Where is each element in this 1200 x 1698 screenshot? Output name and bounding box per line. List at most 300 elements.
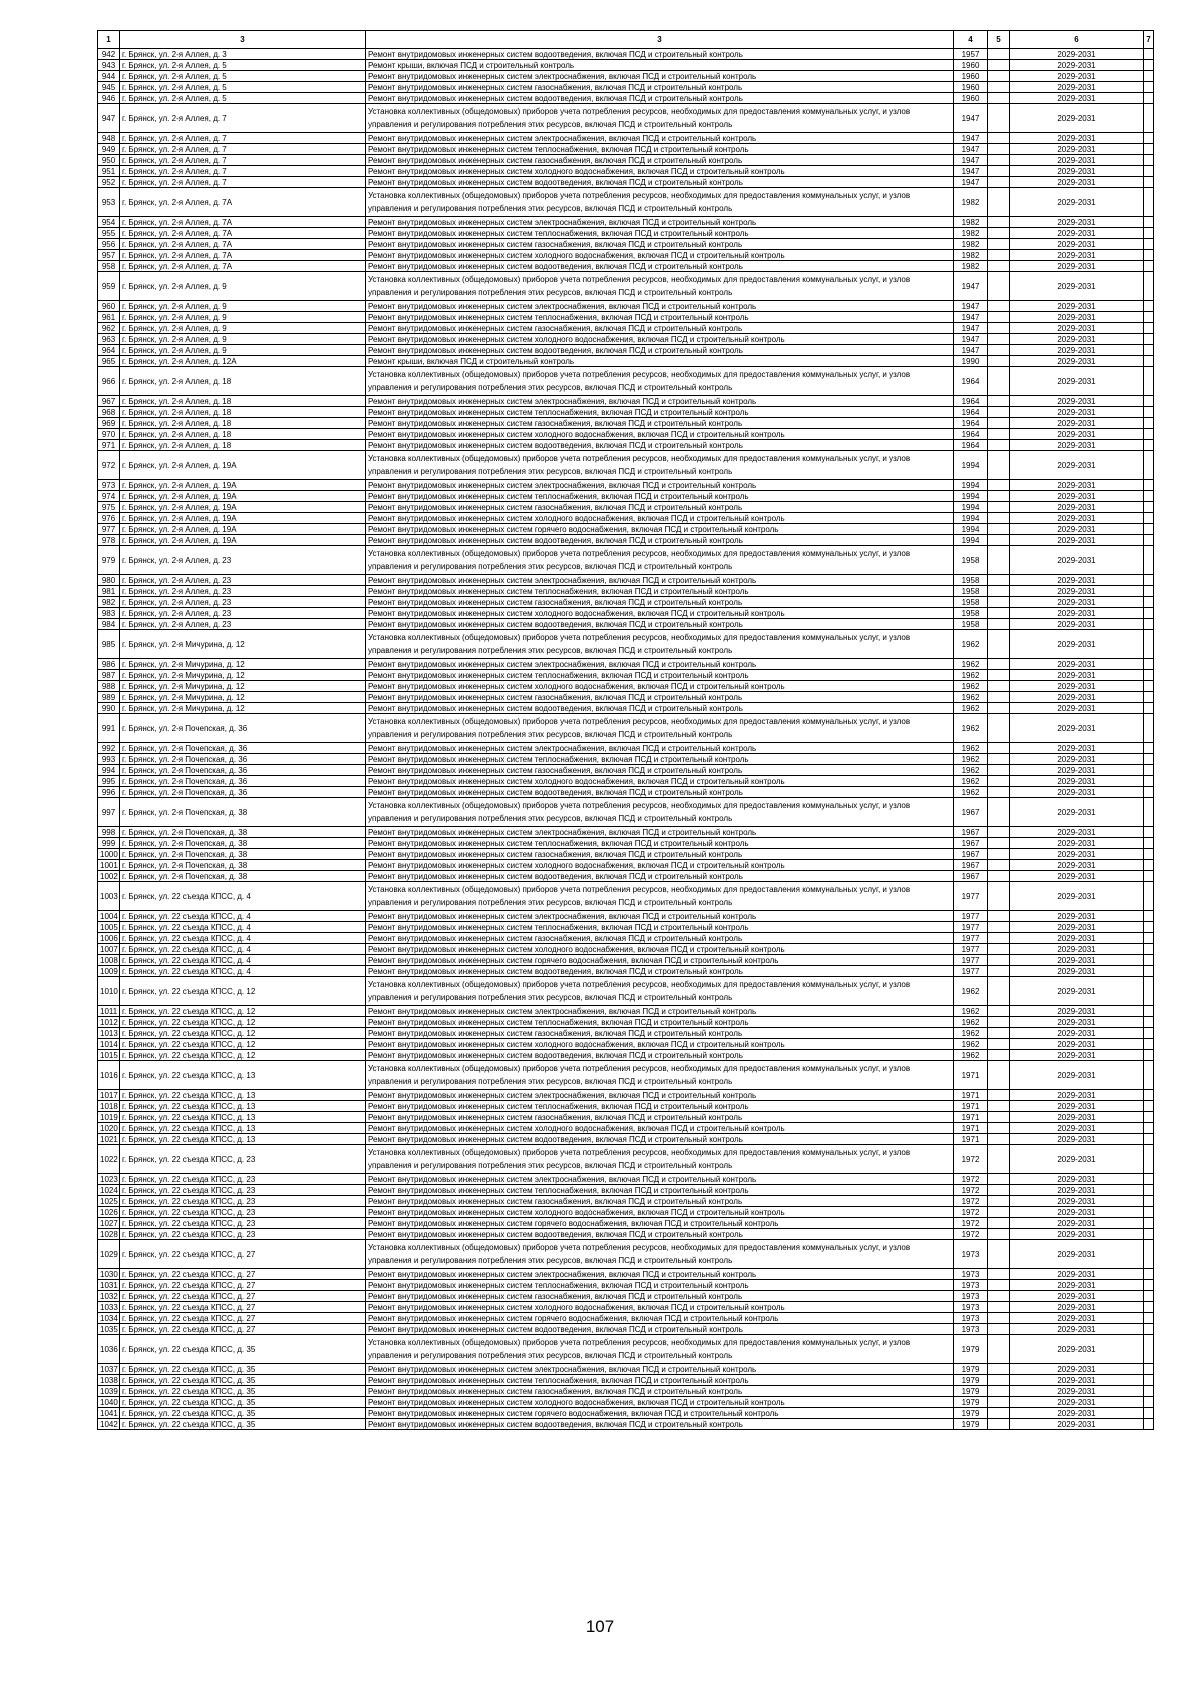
table-row xyxy=(98,1039,1154,1050)
row-address: г. Брянск, ул. 2-я Аллея, д. 19А xyxy=(120,502,366,513)
row-col-7 xyxy=(1144,60,1154,71)
row-work-type: Ремонт внутридомовых инженерных систем холодного водоснабжения, включая ПСД и строительный контроль xyxy=(366,944,954,955)
table-row xyxy=(98,776,1154,787)
row-work-type: Ремонт внутридомовых инженерных систем холодного водоснабжения, включая ПСД и строительный контроль xyxy=(366,429,954,440)
table-row xyxy=(98,367,1154,396)
row-period: 2029-2031 xyxy=(1010,1419,1144,1430)
row-number: 972 xyxy=(98,451,120,480)
row-col-7 xyxy=(1144,1229,1154,1240)
row-work-type: Ремонт внутридомовых инженерных систем холодного водоснабжения, включая ПСД и строительный контроль xyxy=(366,1039,954,1050)
row-work-type: Ремонт крыши, включая ПСД и строительный контроль xyxy=(366,356,954,367)
row-address: г. Брянск, ул. 22 съезда КПСС, д. 12 xyxy=(120,1028,366,1039)
row-number: 1004 xyxy=(98,911,120,922)
row-col-5 xyxy=(988,1375,1010,1386)
row-work-type: Ремонт внутридомовых инженерных систем электроснабжения, включая ПСД и строительный контроль xyxy=(366,71,954,82)
table-row xyxy=(98,502,1154,513)
row-col-5 xyxy=(988,535,1010,546)
row-col-5 xyxy=(988,396,1010,407)
row-number: 969 xyxy=(98,418,120,429)
row-col-5 xyxy=(988,356,1010,367)
row-period: 2029-2031 xyxy=(1010,714,1144,743)
row-col-5 xyxy=(988,1017,1010,1028)
row-year-built: 1973 xyxy=(954,1291,988,1302)
table-row xyxy=(98,272,1154,301)
row-col-7 xyxy=(1144,1185,1154,1196)
row-work-type: Ремонт внутридомовых инженерных систем электроснабжения, включая ПСД и строительный контроль xyxy=(366,396,954,407)
row-col-5 xyxy=(988,133,1010,144)
row-period: 2029-2031 xyxy=(1010,491,1144,502)
row-work-type: Ремонт крыши, включая ПСД и строительный контроль xyxy=(366,60,954,71)
row-work-type: Ремонт внутридомовых инженерных систем водоотведения, включая ПСД и строительный контроль xyxy=(366,871,954,882)
row-year-built: 1962 xyxy=(954,630,988,659)
row-work-type: Ремонт внутридомовых инженерных систем водоотведения, включая ПСД и строительный контроль xyxy=(366,1134,954,1145)
table-row xyxy=(98,1269,1154,1280)
row-number: 1029 xyxy=(98,1240,120,1269)
row-work-type: Ремонт внутридомовых инженерных систем холодного водоснабжения, включая ПСД и строительный контроль xyxy=(366,1302,954,1313)
row-number: 1023 xyxy=(98,1174,120,1185)
header-col-7: 7 xyxy=(1144,31,1154,49)
row-col-5 xyxy=(988,966,1010,977)
row-year-built: 1967 xyxy=(954,798,988,827)
row-number: 1005 xyxy=(98,922,120,933)
row-col-5 xyxy=(988,911,1010,922)
row-period: 2029-2031 xyxy=(1010,312,1144,323)
row-col-5 xyxy=(988,60,1010,71)
row-year-built: 1960 xyxy=(954,82,988,93)
row-col-5 xyxy=(988,787,1010,798)
row-work-type: Ремонт внутридомовых инженерных систем холодного водоснабжения, включая ПСД и строительный контроль xyxy=(366,250,954,261)
table-body xyxy=(98,49,1154,1430)
row-period: 2029-2031 xyxy=(1010,1280,1144,1291)
row-year-built: 1964 xyxy=(954,407,988,418)
row-work-type: Ремонт внутридомовых инженерных систем электроснабжения, включая ПСД и строительный контроль xyxy=(366,743,954,754)
row-col-7 xyxy=(1144,1196,1154,1207)
row-address: г. Брянск, ул. 2-я Аллея, д. 18 xyxy=(120,429,366,440)
row-year-built: 1971 xyxy=(954,1134,988,1145)
row-period: 2029-2031 xyxy=(1010,250,1144,261)
row-year-built: 1964 xyxy=(954,429,988,440)
row-col-5 xyxy=(988,1101,1010,1112)
row-address: г. Брянск, ул. 2-я Почепская, д. 36 xyxy=(120,754,366,765)
row-col-5 xyxy=(988,1240,1010,1269)
row-work-type: Ремонт внутридомовых инженерных систем электроснабжения, включая ПСД и строительный контроль xyxy=(366,1269,954,1280)
row-year-built: 1979 xyxy=(954,1386,988,1397)
row-work-type: Ремонт внутридомовых инженерных систем водоотведения, включая ПСД и строительный контроль xyxy=(366,440,954,451)
row-number: 1017 xyxy=(98,1090,120,1101)
row-col-5 xyxy=(988,1397,1010,1408)
row-period: 2029-2031 xyxy=(1010,838,1144,849)
row-col-5 xyxy=(988,1218,1010,1229)
row-year-built: 1977 xyxy=(954,882,988,911)
row-period: 2029-2031 xyxy=(1010,630,1144,659)
row-period: 2029-2031 xyxy=(1010,1313,1144,1324)
row-address: г. Брянск, ул. 2-я Почепская, д. 36 xyxy=(120,765,366,776)
row-col-7 xyxy=(1144,1218,1154,1229)
row-work-type: Установка коллективных (общедомовых) приборов учета потребления ресурсов, необходимых для предоставления коммунальных услуг, и узлов управления и регулирования потребления этих ресурсов, включая ПСД и строительный контроль xyxy=(366,798,954,827)
table-row xyxy=(98,1145,1154,1174)
row-year-built: 1962 xyxy=(954,776,988,787)
row-address: г. Брянск, ул. 22 съезда КПСС, д. 4 xyxy=(120,922,366,933)
row-number: 1006 xyxy=(98,933,120,944)
row-period: 2029-2031 xyxy=(1010,911,1144,922)
row-period: 2029-2031 xyxy=(1010,933,1144,944)
row-year-built: 1982 xyxy=(954,228,988,239)
row-col-7 xyxy=(1144,1112,1154,1123)
row-number: 995 xyxy=(98,776,120,787)
row-col-7 xyxy=(1144,1090,1154,1101)
table-row xyxy=(98,1408,1154,1419)
row-col-5 xyxy=(988,367,1010,396)
row-col-7 xyxy=(1144,177,1154,188)
row-col-5 xyxy=(988,323,1010,334)
row-number: 959 xyxy=(98,272,120,301)
table-row xyxy=(98,1324,1154,1335)
table-row xyxy=(98,1419,1154,1430)
row-col-5 xyxy=(988,659,1010,670)
row-col-7 xyxy=(1144,1050,1154,1061)
row-col-7 xyxy=(1144,681,1154,692)
row-number: 973 xyxy=(98,480,120,491)
table-row xyxy=(98,575,1154,586)
header-col-3: 3 xyxy=(366,31,954,49)
row-period: 2029-2031 xyxy=(1010,367,1144,396)
row-period: 2029-2031 xyxy=(1010,418,1144,429)
row-period: 2029-2031 xyxy=(1010,396,1144,407)
table-row xyxy=(98,659,1154,670)
row-number: 949 xyxy=(98,144,120,155)
row-address: г. Брянск, ул. 2-я Почепская, д. 38 xyxy=(120,860,366,871)
row-work-type: Ремонт внутридомовых инженерных систем газоснабжения, включая ПСД и строительный контроль xyxy=(366,239,954,250)
row-col-7 xyxy=(1144,1134,1154,1145)
row-address: г. Брянск, ул. 2-я Аллея, д. 19А xyxy=(120,524,366,535)
table-row xyxy=(98,849,1154,860)
row-address: г. Брянск, ул. 2-я Аллея, д. 9 xyxy=(120,301,366,312)
table-row xyxy=(98,1335,1154,1364)
row-col-7 xyxy=(1144,860,1154,871)
row-address: г. Брянск, ул. 22 съезда КПСС, д. 35 xyxy=(120,1364,366,1375)
row-work-type: Ремонт внутридомовых инженерных систем водоотведения, включая ПСД и строительный контроль xyxy=(366,535,954,546)
row-period: 2029-2031 xyxy=(1010,882,1144,911)
row-work-type: Ремонт внутридомовых инженерных систем электроснабжения, включая ПСД и строительный контроль xyxy=(366,301,954,312)
row-year-built: 1967 xyxy=(954,860,988,871)
row-number: 1033 xyxy=(98,1302,120,1313)
table-row xyxy=(98,396,1154,407)
table-row xyxy=(98,177,1154,188)
row-year-built: 1958 xyxy=(954,619,988,630)
row-period: 2029-2031 xyxy=(1010,1006,1144,1017)
row-work-type: Ремонт внутридомовых инженерных систем холодного водоснабжения, включая ПСД и строительный контроль xyxy=(366,334,954,345)
row-period: 2029-2031 xyxy=(1010,1017,1144,1028)
row-address: г. Брянск, ул. 22 съезда КПСС, д. 35 xyxy=(120,1335,366,1364)
row-col-5 xyxy=(988,922,1010,933)
row-year-built: 1979 xyxy=(954,1408,988,1419)
row-period: 2029-2031 xyxy=(1010,619,1144,630)
row-number: 1016 xyxy=(98,1061,120,1090)
row-col-7 xyxy=(1144,1017,1154,1028)
table-row xyxy=(98,966,1154,977)
row-col-7 xyxy=(1144,188,1154,217)
table-row xyxy=(98,787,1154,798)
row-col-5 xyxy=(988,575,1010,586)
row-year-built: 1964 xyxy=(954,367,988,396)
row-col-7 xyxy=(1144,1207,1154,1218)
table-row xyxy=(98,82,1154,93)
row-number: 980 xyxy=(98,575,120,586)
row-period: 2029-2031 xyxy=(1010,1218,1144,1229)
row-col-5 xyxy=(988,1112,1010,1123)
row-col-7 xyxy=(1144,827,1154,838)
row-year-built: 1958 xyxy=(954,546,988,575)
table-row xyxy=(98,1050,1154,1061)
row-address: г. Брянск, ул. 22 съезда КПСС, д. 13 xyxy=(120,1134,366,1145)
row-col-5 xyxy=(988,480,1010,491)
row-year-built: 1947 xyxy=(954,345,988,356)
row-period: 2029-2031 xyxy=(1010,93,1144,104)
row-period: 2029-2031 xyxy=(1010,356,1144,367)
row-work-type: Ремонт внутридомовых инженерных систем водоотведения, включая ПСД и строительный контроль xyxy=(366,966,954,977)
row-col-5 xyxy=(988,1039,1010,1050)
row-period: 2029-2031 xyxy=(1010,535,1144,546)
row-year-built: 1973 xyxy=(954,1302,988,1313)
row-work-type: Установка коллективных (общедомовых) приборов учета потребления ресурсов, необходимых для предоставления коммунальных услуг, и узлов управления и регулирования потребления этих ресурсов, включая ПСД и строительный контроль xyxy=(366,1240,954,1269)
row-work-type: Ремонт внутридомовых инженерных систем теплоснабжения, включая ПСД и строительный контроль xyxy=(366,754,954,765)
row-address: г. Брянск, ул. 22 съезда КПСС, д. 4 xyxy=(120,882,366,911)
row-number: 986 xyxy=(98,659,120,670)
row-period: 2029-2031 xyxy=(1010,228,1144,239)
row-col-7 xyxy=(1144,692,1154,703)
row-period: 2029-2031 xyxy=(1010,1207,1144,1218)
row-year-built: 1979 xyxy=(954,1419,988,1430)
row-year-built: 1962 xyxy=(954,765,988,776)
row-address: г. Брянск, ул. 2-я Аллея, д. 23 xyxy=(120,608,366,619)
row-year-built: 1960 xyxy=(954,60,988,71)
row-year-built: 1947 xyxy=(954,323,988,334)
row-col-7 xyxy=(1144,491,1154,502)
row-year-built: 1962 xyxy=(954,743,988,754)
table-row xyxy=(98,944,1154,955)
row-col-5 xyxy=(988,827,1010,838)
table-row xyxy=(98,754,1154,765)
row-period: 2029-2031 xyxy=(1010,1039,1144,1050)
row-number: 977 xyxy=(98,524,120,535)
row-address: г. Брянск, ул. 2-я Аллея, д. 7 xyxy=(120,144,366,155)
row-address: г. Брянск, ул. 2-я Мичурина, д. 12 xyxy=(120,681,366,692)
row-work-type: Ремонт внутридомовых инженерных систем холодного водоснабжения, включая ПСД и строительный контроль xyxy=(366,513,954,524)
row-col-5 xyxy=(988,1134,1010,1145)
row-col-7 xyxy=(1144,776,1154,787)
row-number: 978 xyxy=(98,535,120,546)
row-work-type: Ремонт внутридомовых инженерных систем теплоснабжения, включая ПСД и строительный контроль xyxy=(366,1280,954,1291)
row-work-type: Ремонт внутридомовых инженерных систем газоснабжения, включая ПСД и строительный контроль xyxy=(366,1291,954,1302)
row-year-built: 1972 xyxy=(954,1196,988,1207)
row-number: 989 xyxy=(98,692,120,703)
row-col-7 xyxy=(1144,144,1154,155)
row-col-7 xyxy=(1144,228,1154,239)
row-period: 2029-2031 xyxy=(1010,1090,1144,1101)
row-col-5 xyxy=(988,1145,1010,1174)
row-col-5 xyxy=(988,239,1010,250)
table-row xyxy=(98,345,1154,356)
row-address: г. Брянск, ул. 2-я Аллея, д. 7 xyxy=(120,155,366,166)
row-year-built: 1973 xyxy=(954,1280,988,1291)
row-col-7 xyxy=(1144,440,1154,451)
row-work-type: Ремонт внутридомовых инженерных систем газоснабжения, включая ПСД и строительный контроль xyxy=(366,418,954,429)
row-address: г. Брянск, ул. 2-я Аллея, д. 19А xyxy=(120,491,366,502)
row-work-type: Ремонт внутридомовых инженерных систем газоснабжения, включая ПСД и строительный контроль xyxy=(366,155,954,166)
row-year-built: 1994 xyxy=(954,524,988,535)
table-row xyxy=(98,1090,1154,1101)
row-number: 945 xyxy=(98,82,120,93)
row-col-7 xyxy=(1144,82,1154,93)
row-address: г. Брянск, ул. 2-я Аллея, д. 19А xyxy=(120,513,366,524)
row-col-7 xyxy=(1144,546,1154,575)
row-year-built: 1973 xyxy=(954,1324,988,1335)
row-col-5 xyxy=(988,301,1010,312)
row-address: г. Брянск, ул. 2-я Аллея, д. 18 xyxy=(120,418,366,429)
row-number: 958 xyxy=(98,261,120,272)
row-col-5 xyxy=(988,1269,1010,1280)
row-col-7 xyxy=(1144,1291,1154,1302)
row-address: г. Брянск, ул. 22 съезда КПСС, д. 12 xyxy=(120,977,366,1006)
row-work-type: Ремонт внутридомовых инженерных систем холодного водоснабжения, включая ПСД и строительный контроль xyxy=(366,1397,954,1408)
row-work-type: Ремонт внутридомовых инженерных систем водоотведения, включая ПСД и строительный контроль xyxy=(366,93,954,104)
row-col-5 xyxy=(988,1061,1010,1090)
row-work-type: Ремонт внутридомовых инженерных систем водоотведения, включая ПСД и строительный контроль xyxy=(366,345,954,356)
row-period: 2029-2031 xyxy=(1010,597,1144,608)
row-address: г. Брянск, ул. 2-я Аллея, д. 23 xyxy=(120,586,366,597)
row-work-type: Ремонт внутридомовых инженерных систем горячего водоснабжения, включая ПСД и строительный контроль xyxy=(366,955,954,966)
row-year-built: 1962 xyxy=(954,1028,988,1039)
row-address: г. Брянск, ул. 2-я Почепская, д. 36 xyxy=(120,743,366,754)
row-col-7 xyxy=(1144,849,1154,860)
table-row xyxy=(98,239,1154,250)
row-col-5 xyxy=(988,754,1010,765)
row-period: 2029-2031 xyxy=(1010,575,1144,586)
row-year-built: 1973 xyxy=(954,1313,988,1324)
row-address: г. Брянск, ул. 22 съезда КПСС, д. 4 xyxy=(120,911,366,922)
row-year-built: 1972 xyxy=(954,1174,988,1185)
row-work-type: Ремонт внутридомовых инженерных систем водоотведения, включая ПСД и строительный контроль xyxy=(366,49,954,60)
row-col-7 xyxy=(1144,966,1154,977)
row-address: г. Брянск, ул. 2-я Аллея, д. 23 xyxy=(120,597,366,608)
row-period: 2029-2031 xyxy=(1010,166,1144,177)
table-row xyxy=(98,323,1154,334)
table-row xyxy=(98,1006,1154,1017)
row-col-7 xyxy=(1144,1419,1154,1430)
row-year-built: 1972 xyxy=(954,1218,988,1229)
row-number: 975 xyxy=(98,502,120,513)
table-row xyxy=(98,703,1154,714)
row-number: 1031 xyxy=(98,1280,120,1291)
row-year-built: 1972 xyxy=(954,1229,988,1240)
row-number: 974 xyxy=(98,491,120,502)
row-col-5 xyxy=(988,1291,1010,1302)
row-address: г. Брянск, ул. 22 съезда КПСС, д. 27 xyxy=(120,1313,366,1324)
row-work-type: Ремонт внутридомовых инженерных систем холодного водоснабжения, включая ПСД и строительный контроль xyxy=(366,1123,954,1134)
row-work-type: Установка коллективных (общедомовых) приборов учета потребления ресурсов, необходимых для предоставления коммунальных услуг, и узлов управления и регулирования потребления этих ресурсов, включая ПСД и строительный контроль xyxy=(366,1061,954,1090)
row-work-type: Ремонт внутридомовых инженерных систем теплоснабжения, включая ПСД и строительный контроль xyxy=(366,1375,954,1386)
table-row xyxy=(98,546,1154,575)
row-work-type: Установка коллективных (общедомовых) приборов учета потребления ресурсов, необходимых для предоставления коммунальных услуг, и узлов управления и регулирования потребления этих ресурсов, включая ПСД и строительный контроль xyxy=(366,630,954,659)
row-year-built: 1962 xyxy=(954,670,988,681)
row-work-type: Ремонт внутридомовых инженерных систем водоотведения, включая ПСД и строительный контроль xyxy=(366,1419,954,1430)
table-row xyxy=(98,765,1154,776)
row-period: 2029-2031 xyxy=(1010,608,1144,619)
row-number: 1025 xyxy=(98,1196,120,1207)
row-year-built: 1947 xyxy=(954,155,988,166)
row-work-type: Установка коллективных (общедомовых) приборов учета потребления ресурсов, необходимых для предоставления коммунальных услуг, и узлов управления и регулирования потребления этих ресурсов, включая ПСД и строительный контроль xyxy=(366,977,954,1006)
row-col-7 xyxy=(1144,272,1154,301)
row-year-built: 1947 xyxy=(954,312,988,323)
table-row xyxy=(98,155,1154,166)
table-row xyxy=(98,524,1154,535)
row-number: 983 xyxy=(98,608,120,619)
table-row xyxy=(98,871,1154,882)
row-number: 982 xyxy=(98,597,120,608)
row-period: 2029-2031 xyxy=(1010,144,1144,155)
table-row xyxy=(98,1218,1154,1229)
row-col-7 xyxy=(1144,1280,1154,1291)
row-work-type: Ремонт внутридомовых инженерных систем холодного водоснабжения, включая ПСД и строительный контроль xyxy=(366,166,954,177)
row-address: г. Брянск, ул. 22 съезда КПСС, д. 13 xyxy=(120,1061,366,1090)
row-address: г. Брянск, ул. 22 съезда КПСС, д. 13 xyxy=(120,1101,366,1112)
row-number: 993 xyxy=(98,754,120,765)
row-col-5 xyxy=(988,272,1010,301)
row-year-built: 1967 xyxy=(954,838,988,849)
header-col-1: 1 xyxy=(98,31,120,49)
row-work-type: Установка коллективных (общедомовых) приборов учета потребления ресурсов, необходимых для предоставления коммунальных услуг, и узлов управления и регулирования потребления этих ресурсов, включая ПСД и строительный контроль xyxy=(366,546,954,575)
row-year-built: 1960 xyxy=(954,93,988,104)
row-work-type: Ремонт внутридомовых инженерных систем электроснабжения, включая ПСД и строительный контроль xyxy=(366,1364,954,1375)
row-col-7 xyxy=(1144,1006,1154,1017)
row-number: 942 xyxy=(98,49,120,60)
row-address: г. Брянск, ул. 2-я Аллея, д. 7А xyxy=(120,261,366,272)
row-number: 951 xyxy=(98,166,120,177)
row-period: 2029-2031 xyxy=(1010,1050,1144,1061)
row-col-7 xyxy=(1144,922,1154,933)
table-row xyxy=(98,911,1154,922)
row-period: 2029-2031 xyxy=(1010,49,1144,60)
row-year-built: 1971 xyxy=(954,1112,988,1123)
row-period: 2029-2031 xyxy=(1010,765,1144,776)
row-period: 2029-2031 xyxy=(1010,787,1144,798)
row-work-type: Ремонт внутридомовых инженерных систем водоотведения, включая ПСД и строительный контроль xyxy=(366,261,954,272)
row-period: 2029-2031 xyxy=(1010,754,1144,765)
row-col-5 xyxy=(988,1174,1010,1185)
row-col-5 xyxy=(988,345,1010,356)
row-period: 2029-2031 xyxy=(1010,345,1144,356)
row-year-built: 1994 xyxy=(954,535,988,546)
table-row xyxy=(98,407,1154,418)
row-year-built: 1962 xyxy=(954,692,988,703)
row-period: 2029-2031 xyxy=(1010,1302,1144,1313)
row-col-7 xyxy=(1144,1302,1154,1313)
row-col-5 xyxy=(988,944,1010,955)
row-number: 1007 xyxy=(98,944,120,955)
table-row xyxy=(98,743,1154,754)
row-period: 2029-2031 xyxy=(1010,1375,1144,1386)
row-col-7 xyxy=(1144,1386,1154,1397)
row-year-built: 1977 xyxy=(954,922,988,933)
row-col-5 xyxy=(988,1408,1010,1419)
header-col-6: 6 xyxy=(1010,31,1144,49)
row-col-7 xyxy=(1144,630,1154,659)
table-row xyxy=(98,1302,1154,1313)
row-address: г. Брянск, ул. 22 съезда КПСС, д. 4 xyxy=(120,933,366,944)
row-work-type: Ремонт внутридомовых инженерных систем горячего водоснабжения, включая ПСД и строительный контроль xyxy=(366,1313,954,1324)
row-year-built: 1947 xyxy=(954,144,988,155)
row-col-7 xyxy=(1144,586,1154,597)
